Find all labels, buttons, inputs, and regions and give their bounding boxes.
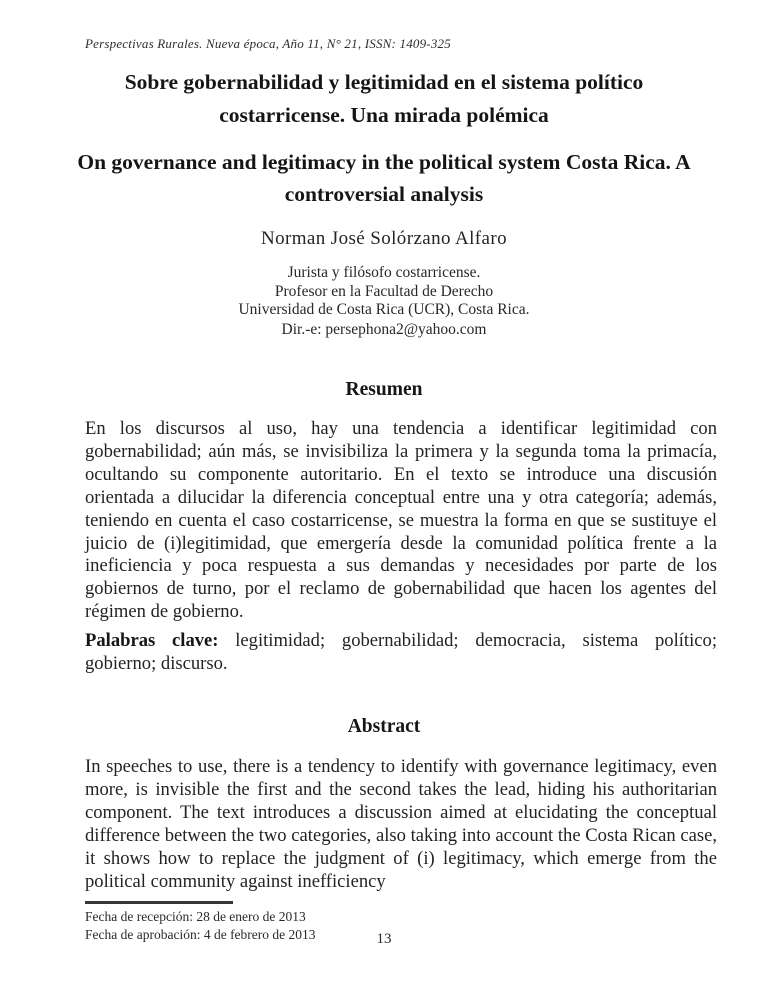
resumen-heading: Resumen <box>345 379 423 400</box>
article-title-spanish: Sobre gobernabilidad y legitimidad en el sistema político costarricense. Una mirada polémica <box>124 70 644 127</box>
affiliation-line: Jurista y filósofo costarricense. <box>287 264 481 281</box>
keywords-label: Palabras clave: <box>85 630 219 651</box>
keywords-paragraph <box>85 630 717 676</box>
author-name: Norman José Solórzano Alfaro <box>260 228 507 249</box>
journal-header: Perspectivas Rurales. Nueva época, Año 11, N° 21, ISSN: 1409-325 <box>85 36 451 51</box>
affiliation-line: Universidad de Costa Rica (UCR), Costa Rica. <box>238 301 530 318</box>
footnote-divider <box>85 901 233 904</box>
keywords-text: legitimidad; gobernabilidad; democracia, sistema político; gobierno; discurso. <box>85 630 717 674</box>
affiliation-line: Profesor en la Facultad de Derecho <box>274 282 494 300</box>
author-email: Dir.-e: persephona2@yahoo.com <box>281 321 487 338</box>
resumen-paragraph: En los discursos al uso, hay una tendencia a identificar legitimidad con gobernabilidad; aún más, se invisibiliza la primera y la segunda toma la primacía, ocultando su componente autoritario. En el texto se introduce una discusión orientada a dilucidar la diferencia conceptual entre una y otra categoría; además, teniendo en cuenta el caso costarricense, se muestra la forma en que se sustituye el juicio de (i)legitimidad, que emergería desde la comunidad política frente a la ineficiencia y poca respuesta a sus demandas y necesidades por parte de los gobiernos de turno, por el reclamo de gobernabilidad que hacen los agentes del régimen de gobierno. <box>85 418 717 623</box>
footnote-approval-date: Fecha de aprobación: 4 de febrero de 2013 <box>85 927 316 942</box>
page-number: 13 <box>376 931 392 947</box>
abstract-paragraph: In speeches to use, there is a tendency to identify with governance legitimacy, even more, is invisible the first and the second takes the lead, hiding his authoritarian component. The text introduces a discussion aimed at elucidating the conceptual difference between the two categories, also taking into account the Costa Rican case, it shows how to replace the judgment of (i) legitimacy, which emerge from the political community against inefficiency <box>85 756 717 892</box>
author-affiliation <box>68 264 700 320</box>
article-title-english: On governance and legitimacy in the political system Costa Rica. A controversial analysis <box>77 150 691 206</box>
footnote-reception-date: Fecha de recepción: 28 de enero de 2013 <box>85 909 306 924</box>
abstract-heading: Abstract <box>347 716 421 737</box>
